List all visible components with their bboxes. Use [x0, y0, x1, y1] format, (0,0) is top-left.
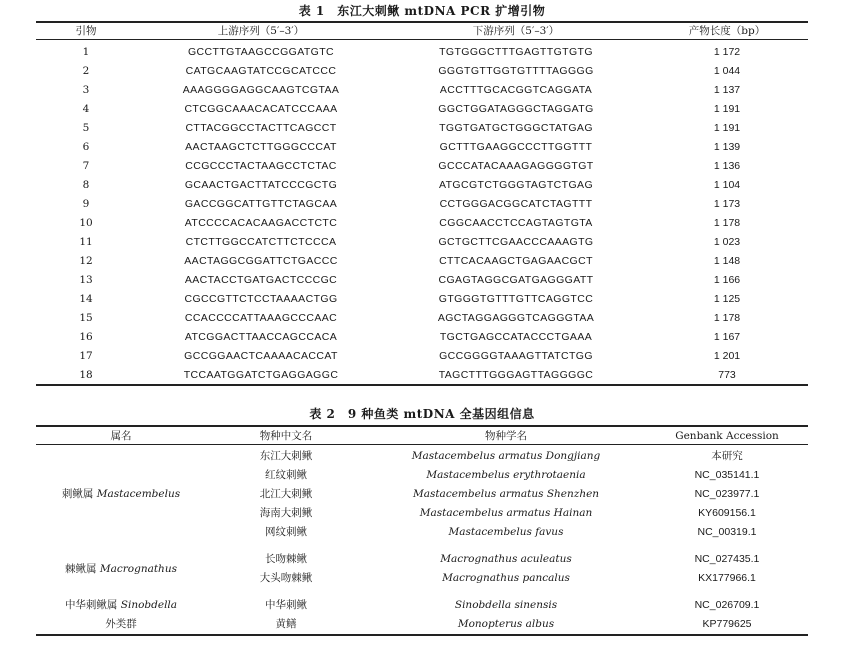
forward-sequence: CTTACGGCCTACTTCAGCCT [185, 121, 337, 134]
table1-row [36, 99, 808, 118]
table2-header-sci-name: 物种学名 [485, 430, 527, 442]
reverse-sequence: CTTCACAAGCTGAGAACGCT [439, 254, 593, 267]
reverse-sequence: GCCGGGGTAAAGTTATCTGG [439, 349, 593, 362]
accession: NC_035141.1 [694, 468, 760, 481]
species-cn: 东江大刺鳅 [259, 450, 313, 462]
forward-sequence: CCACCCCATTAAAGCCCAAC [184, 311, 338, 324]
table2-header-rule [36, 444, 808, 445]
species-cn: 海南大刺鳅 [259, 507, 313, 519]
species-sci: Mastacembelus armatus Hainan [419, 506, 593, 519]
table1-row [36, 327, 808, 346]
species-cn: 长吻棘鳅 [265, 553, 307, 565]
product-length: 1 191 [713, 102, 741, 115]
accession: KX177966.1 [698, 571, 756, 584]
table1-row [36, 232, 808, 251]
genus-latin: Mastacembelus [96, 488, 181, 500]
forward-sequence: GCAACTGACTTATCCCGCTG [184, 178, 338, 191]
table2-top-rule [36, 425, 808, 427]
primer-id: 16 [79, 330, 93, 343]
table1-row [36, 118, 808, 137]
forward-sequence: ATCCCCACACAAGACCTCTC [184, 216, 338, 229]
primer-id: 8 [82, 178, 90, 191]
table1-row [36, 213, 808, 232]
forward-sequence: CCGCCCTACTAAGCCTCTAC [185, 159, 337, 172]
table1-row [36, 156, 808, 175]
product-length: 1 167 [713, 330, 741, 343]
primer-id: 18 [79, 368, 93, 381]
forward-sequence: CGCCGTTCTCCTAAAACTGG [184, 292, 338, 305]
table1-row [36, 289, 808, 308]
species-sci: Macrognathus aculeatus [440, 552, 572, 565]
table1-row [36, 137, 808, 156]
genus-cell-macrognathus [36, 549, 206, 587]
primer-id: 4 [82, 102, 90, 115]
table1-body [36, 42, 808, 384]
species-sci: Mastacembelus armatus Dongjiang [411, 449, 601, 462]
forward-sequence: TCCAATGGATCTGAGGAGGC [183, 368, 339, 381]
reverse-sequence: TGTGGGCTTTGAGTTGTGTG [439, 45, 593, 58]
table1-title: 表 1 东江大刺鳅 mtDNA PCR 扩增引物 [298, 4, 546, 18]
species-sci: Macrognathus pancalus [442, 571, 570, 584]
table1-header-forward: 上游序列（5′–3′） [217, 25, 305, 37]
product-length: 1 178 [713, 311, 741, 324]
forward-sequence: GCCGGAACTCAAAACACCAT [184, 349, 338, 362]
primer-id: 14 [79, 292, 93, 305]
reverse-sequence: CGAGTAGGCGATGAGGGATT [438, 273, 594, 286]
accession: KP779625 [702, 617, 752, 630]
primer-id: 2 [82, 64, 90, 77]
reverse-sequence: GCCCATACAAAGAGGGGTGT [438, 159, 594, 172]
genus-cn: 刺鳅属 [61, 488, 94, 500]
product-length: 1 104 [713, 178, 741, 191]
forward-sequence: GCCTTGTAAGCCGGATGTC [187, 45, 335, 58]
reverse-sequence: GCTTTGAAGGCCCTTGGTTT [439, 140, 593, 153]
species-cn: 大头吻棘鳅 [259, 572, 313, 584]
product-length: 1 137 [713, 83, 741, 96]
species-cn: 网纹刺鳅 [265, 526, 307, 538]
row-gap [36, 587, 808, 595]
reverse-sequence: GGCTGGATAGGGCTAGGATG [438, 102, 594, 115]
species-sci: Mastacembelus armatus Shenzhen [412, 487, 600, 500]
table1-row [36, 194, 808, 213]
genus-cell-mastacembelus [36, 446, 206, 541]
forward-sequence: AACTACCTGATGACTCCCGC [184, 273, 338, 286]
species-sci: Mastacembelus favus [448, 525, 564, 538]
species-sci: Monopterus albus [457, 617, 555, 630]
table1-row [36, 365, 808, 384]
primer-id: 12 [79, 254, 93, 267]
table1-row [36, 175, 808, 194]
forward-sequence: AAAGGGGAGGCAAGTCGTAA [182, 83, 340, 96]
genus-cell-sinobdella [36, 595, 206, 614]
table1-row [36, 80, 808, 99]
reverse-sequence: TGGTGATGCTGGGCTATGAG [439, 121, 593, 134]
table1-row [36, 270, 808, 289]
table2-header [36, 428, 808, 443]
table1-row [36, 346, 808, 365]
primer-id: 3 [82, 83, 90, 96]
product-length: 1 136 [713, 159, 741, 172]
product-length: 1 191 [713, 121, 741, 134]
table1-header [36, 22, 808, 39]
accession: NC_023977.1 [694, 487, 760, 500]
product-length: 1 044 [713, 64, 741, 77]
primer-id: 5 [82, 121, 90, 134]
table2-header-cn-name: 物种中文名 [259, 430, 313, 442]
reverse-sequence: TAGCTTTGGGAGTTAGGGGC [438, 368, 594, 381]
species-cn: 红纹刺鳅 [265, 469, 307, 481]
table1-row [36, 308, 808, 327]
accession: 本研究 [711, 450, 743, 462]
product-length: 1 023 [713, 235, 741, 248]
genus-cn: 棘鳅属 [65, 562, 97, 575]
primer-id: 7 [82, 159, 90, 172]
product-length: 1 172 [713, 45, 741, 58]
reverse-sequence: GTGGGTGTTTGTTCAGGTCC [438, 292, 594, 305]
accession: NC_00319.1 [697, 525, 757, 538]
species-sci: Sinobdella sinensis [454, 598, 558, 611]
table1-row [36, 251, 808, 270]
primer-id: 17 [79, 349, 93, 362]
reverse-sequence: CGGCAACCTCCAGTAGTGTA [439, 216, 593, 229]
product-length: 773 [718, 368, 736, 381]
table1-bottom-rule [36, 384, 808, 386]
table1-header-rule [36, 39, 808, 40]
primer-id: 6 [82, 140, 90, 153]
row-gap [36, 541, 808, 549]
species-sci: Mastacembelus erythrotaenia [426, 468, 586, 481]
forward-sequence: ATCGGACTTAACCAGCCACA [184, 330, 338, 343]
primer-id: 9 [82, 197, 90, 210]
forward-sequence: CATGCAAGTATCCGCATCCC [185, 64, 337, 77]
product-length: 1 148 [713, 254, 741, 267]
table2-title: 表 2 9 种鱼类 mtDNA 全基因组信息 [309, 407, 535, 421]
primer-id: 15 [79, 311, 93, 324]
primer-id: 1 [82, 45, 90, 58]
product-length: 1 139 [713, 140, 741, 153]
forward-sequence: CTCGGCAAACACATCCCAAA [184, 102, 338, 115]
product-length: 1 201 [713, 349, 741, 362]
genus-cn: 中华刺鳅属 [64, 599, 118, 611]
product-length: 1 173 [713, 197, 741, 210]
species-cn: 中华刺鳅 [265, 599, 307, 611]
reverse-sequence: GGGTGTTGGTGTTTTAGGGG [438, 64, 594, 77]
forward-sequence: AACTAAGCTCTTGGGCCCAT [185, 140, 337, 153]
reverse-sequence: ACCTTTGCACGGTCAGGATA [439, 83, 593, 96]
reverse-sequence: ATGCGTCTGGGTAGTCTGAG [438, 178, 594, 191]
table2-header-accession: Genbank Accession [675, 429, 779, 442]
accession: NC_027435.1 [694, 552, 760, 565]
forward-sequence: AACTAGGCGGATTCTGACCC [184, 254, 338, 267]
table2-header-genus: 属名 [110, 430, 132, 442]
genus-cn: 外类群 [105, 618, 137, 630]
product-length: 1 125 [713, 292, 741, 305]
primer-id: 11 [79, 235, 93, 248]
genus-latin: Macrognathus [99, 562, 177, 575]
table1-header-reverse: 下游序列（5′–3′） [472, 25, 560, 37]
species-cn: 北江大刺鳅 [259, 488, 313, 500]
accession: NC_026709.1 [694, 598, 760, 611]
table2-bottom-rule [36, 634, 808, 636]
genus-cell-outgroup [36, 614, 206, 633]
table1-header-primer: 引物 [75, 25, 97, 37]
product-length: 1 178 [713, 216, 741, 229]
species-cn: 黄鳝 [275, 618, 297, 630]
accession: KY609156.1 [698, 506, 756, 519]
product-length: 1 166 [713, 273, 741, 286]
forward-sequence: GACCGGCATTGTTCTAGCAA [184, 197, 338, 210]
genus-latin: Sinobdella [120, 599, 178, 611]
table1-header-length: 产物长度（bp） [688, 25, 766, 37]
reverse-sequence: AGCTAGGAGGGTCAGGGTAA [437, 311, 595, 324]
table2-body [36, 446, 808, 633]
reverse-sequence: CCTGGGACGGCATCTAGTTT [439, 197, 593, 210]
reverse-sequence: TGCTGAGCCATACCCTGAAA [439, 330, 593, 343]
table1-row [36, 42, 808, 61]
primer-id: 13 [79, 273, 93, 286]
reverse-sequence: GCTGCTTCGAACCCAAAGTG [438, 235, 594, 248]
primer-id: 10 [79, 216, 93, 229]
table1-row [36, 61, 808, 80]
forward-sequence: CTCTTGGCCATCTTCTCCCA [185, 235, 337, 248]
